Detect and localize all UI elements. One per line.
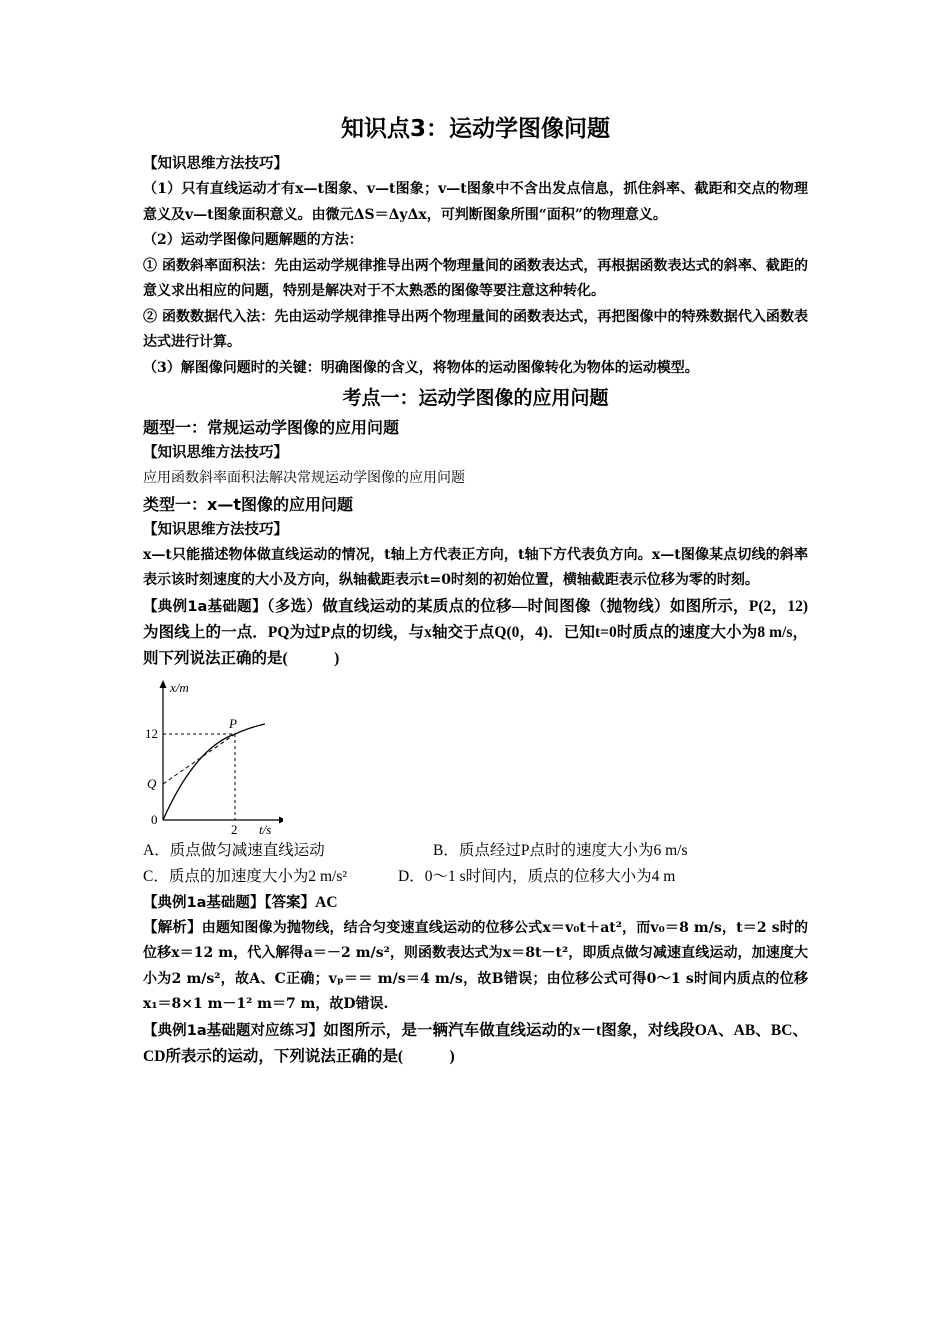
example-text: （多选）做直线运动的某质点的位移—时间图像（抛物线）如图所示，P(2，12)为图线上的一点．PQ为过P点的切线，与x轴交于点Q(0，4)．已知t=0时质点的速度大小为8 m/s，则下列说法正确的是( ) — [143, 597, 808, 667]
option-d: D．0～1 s时间内，质点的位移大小为4 m — [398, 867, 676, 885]
paragraph: （3）解图像问题时的关键：明确图像的含义，将物体的运动图像转化为物体的运动模型。 — [143, 359, 699, 376]
t-axis-arrow-icon — [279, 816, 283, 823]
x-axis-arrow-icon — [160, 680, 167, 688]
x-tick-label: 2 — [231, 821, 238, 836]
example-label: 【典例1a基础题】 — [143, 598, 267, 615]
answer-label: 【典例1a基础题】【答案】 — [143, 894, 316, 911]
document-page — [143, 112, 808, 1070]
practice-question — [143, 1018, 808, 1070]
paragraph: ① 函数斜率面积法：先由运动学规律推导出两个物理量间的函数表达式，再根据函数表达式的斜率、截距的意义求出相应的问题，特别是解决对于不太熟悉的图像等要注意这种转化。 — [143, 257, 808, 299]
parabola-curve — [163, 724, 265, 820]
paragraph: 应用函数斜率面积法解决常规运动学图像的应用问题 — [143, 470, 465, 486]
answer-line — [143, 890, 808, 916]
origin-label: 0 — [151, 811, 158, 827]
subsection-heading: 题型一：常规运动学图像的应用问题 — [143, 418, 400, 437]
y-tick-label: 12 — [145, 725, 158, 741]
section-label: 【知识思维方法技巧】 — [143, 156, 288, 172]
xt-graph — [143, 676, 283, 836]
practice-text: 如图所示，是一辆汽车做直线运动的x－t图象，对线段OA、AB、BC、CD所表示的运动，下列说法正确的是( ) — [143, 1021, 808, 1065]
option-a: A．质点做匀减速直线运动 — [143, 841, 325, 859]
option-c: C．质点的加速度大小为2 m/s² — [143, 867, 348, 885]
paragraph: ② 函数数据代入法：先由运动学规律推导出两个物理量间的函数表达式，再把图像中的特殊数据代入函数表达式进行计算。 — [143, 308, 808, 350]
answer-value: AC — [315, 893, 338, 911]
option-b: B．质点经过P点时的速度大小为6 m/s — [433, 841, 688, 859]
p-point-label: P — [229, 715, 237, 731]
paragraph: x—t只能描述物体做直线运动的情况，t轴上方代表正方向，t轴下方代表负方向。x—t图像某点切线的斜率表示该时刻速度的大小及方向，纵轴截距表示t=0时刻的初始位置，横轴截距表示位移为零的时刻。 — [143, 546, 808, 588]
type-heading: 类型一：x—t图像的应用问题 — [143, 494, 353, 514]
options-list — [143, 838, 808, 890]
x-axis-label: t/s — [259, 821, 272, 836]
paragraph: （1）只有直线运动才有x—t图象、v—t图象；v—t图象中不含出发点信息，抓住斜率、截距和交点的物理意义及v—t图象面积意义。由微元ΔS＝ΔyΔx，可判断图象所围“面积”的物理意义。 — [143, 181, 808, 223]
analysis-paragraph — [143, 916, 808, 1018]
example-question — [143, 594, 808, 672]
page-title: 知识点3：运动学图像问题 — [340, 116, 610, 142]
practice-label: 【典例1a基础题对应练习】 — [143, 1022, 324, 1039]
analysis-label: 【解析】 — [143, 919, 202, 936]
paragraph: （2）运动学图像问题解题的方法： — [143, 232, 363, 248]
y-axis-label: x/m — [170, 679, 189, 695]
q-point-label: Q — [147, 775, 157, 791]
section-label: 【知识思维方法技巧】 — [143, 521, 288, 538]
xt-graph-figure — [143, 676, 283, 836]
analysis-text: 由题知图像为抛物线，结合匀变速直线运动的位移公式x＝v₀t＋at²，而v₀＝8 m/s，t＝2 s时的位移x＝12 m，代入解得a＝－2 m/s²，则函数表达式为x＝8t－t²，即质点做匀减速直线运动，加速度大小为2 m/s²，故A、C正确；vₚ＝＝ m/s＝4 m/s，故B错误；由位移公式可得0～1 s时间内质点的位移x₁＝8×1 m－1² m＝7 m，故D错误. — [143, 919, 808, 1012]
tangent-line — [163, 734, 235, 784]
section-heading: 考点一：运动学图像的应用问题 — [342, 387, 609, 409]
section-label: 【知识思维方法技巧】 — [143, 445, 288, 461]
